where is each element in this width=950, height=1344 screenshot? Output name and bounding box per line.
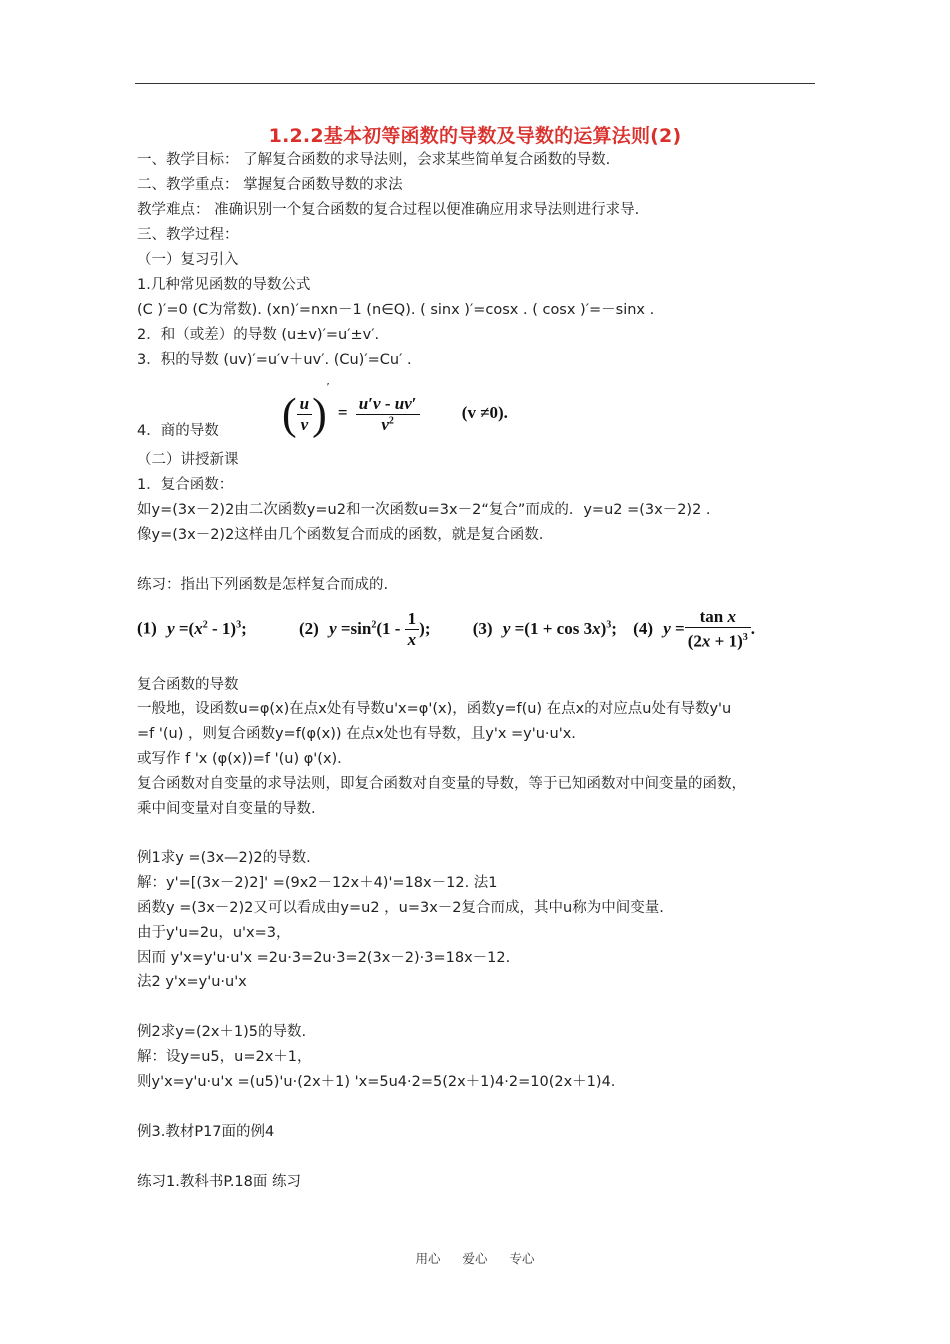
basic-derivative-formulas: (C )′=0 (C为常数). (xn)′=nxn－1 (n∈Q). ( sinx )′=cosx . ( cosx )′=－sinx . — [137, 302, 655, 318]
practice: 练习1.教科书P.18面 练习 — [137, 1174, 301, 1190]
teaching-key-point: 二、教学重点： 掌握复合函数导数的求法 — [137, 177, 403, 193]
example-1-line-5: 法2 y'x=y'u·u'x — [137, 974, 247, 990]
example-1-solution: 解：y'=[(3x－2)2]' =(9x2－12x＋4)'=18x－12. 法1 — [137, 875, 498, 891]
example-1-line-2: 函数y =(3x－2)2又可以看成由y=u2 ，u=3x－2复合而成，其中u称为中间变量. — [137, 900, 664, 916]
quotient-condition: (v ≠0). — [461, 403, 508, 422]
composite-derivative-text-3: 或写作 f 'x (φ(x))=f '(u) φ'(x). — [137, 751, 342, 767]
composite-derivative-text-4: 复合函数对自变量的求导法则，即复合函数对自变量的导数，等于已知函数对中间变量的函数， — [137, 776, 746, 792]
example-1-heading: 例1求y =(3x—2)2的导数. — [137, 850, 311, 866]
example-3: 例3.教材P17面的例4 — [137, 1124, 275, 1140]
composite-derivative-heading: 复合函数的导数 — [137, 677, 239, 693]
composite-function-heading: 1．复合函数： — [137, 477, 234, 493]
equation-1-label: (1) — [137, 618, 157, 638]
composite-definition-1: 如y=(3x－2)2由二次函数y=u2和一次函数u=3x－2“复合”而成的．y=u2 =(3x－2)2 . — [137, 502, 711, 518]
quotient-rule-formula: ( $\frac{u}{v}$ )′ = $\frac{u'v - uv'}{v^2}$ (v ≠0). — [282, 382, 508, 439]
sum-rule: 2．和（或差）的导数 (u±v)′=u′±v′. — [137, 327, 380, 343]
page-footer: 用心 爱心 专心 — [415, 1251, 535, 1266]
composite-derivative-text-5: 乘中间变量对自变量的导数. — [137, 801, 316, 817]
exercise-heading: 练习：指出下列函数是怎样复合而成的. — [137, 577, 389, 593]
new-lesson-heading: （二）讲授新课 — [137, 452, 239, 468]
header-rule — [135, 83, 815, 84]
teaching-process-heading: 三、教学过程： — [137, 227, 239, 243]
equation-4-label: (4) — [633, 618, 653, 638]
composite-derivative-text-2: =f '(u) ，则复合函数y=f(φ(x)) 在点x处也有导数，且y'x =y'u·u'x. — [137, 726, 576, 742]
teaching-difficulty: 教学难点： 准确识别一个复合函数的复合过程以便准确应用求导法则进行求导. — [137, 202, 640, 218]
quotient-rule: 4．商的导数 — [137, 423, 219, 439]
review-heading: （一）复习引入 — [137, 252, 239, 268]
example-2-solution: 解：设y=u5，u=2x＋1， — [137, 1049, 312, 1065]
teaching-goal: 一、教学目标： 了解复合函数的求导法则，会求某些简单复合函数的导数. — [137, 152, 611, 168]
composite-derivative-text-1: 一般地，设函数u=φ(x)在点x处有导数u'x=φ'(x)，函数y=f(u) 在点x的对应点u处有导数y'u — [137, 701, 732, 717]
formulas-heading: 1.几种常见函数的导数公式 — [137, 277, 311, 293]
example-1-line-3: 由于y'u=2u，u'x=3， — [137, 925, 291, 941]
example-1-line-4: 因而 y'x=y'u·u'x =2u·3=2u·3=2(3x－2)·3=18x－12. — [137, 950, 511, 966]
example-2-line-2: 则y'x=y'u·u'x =(u5)'u·(2x＋1) 'x=5u4·2=5(2x＋1)4·2=10(2x＋1)4. — [137, 1074, 616, 1090]
exercise-equations: (1) $y =(x^2 - 1)^3$; (2) $y =\sin^2(1$ - $\frac{1}{x}$ ); (3) $y =(1 + \cos 3x)^3$; (4) y = $\frac{\text{tan x}}{(2x + 1)^3}$ . — [137, 607, 756, 652]
equation-3-label: (3) — [472, 618, 493, 638]
equation-2-label: (2) — [298, 618, 319, 638]
product-rule: 3．积的导数 (uv)′=u′v＋uv′. (Cu)′=Cu′ . — [137, 352, 412, 368]
example-2-heading: 例2求y=(2x＋1)5的导数. — [137, 1024, 307, 1040]
composite-definition-2: 像y=(3x－2)2这样由几个函数复合而成的函数，就是复合函数. — [137, 527, 544, 543]
document-title: 1.2.2基本初等函数的导数及导数的运算法则(2) — [268, 125, 682, 147]
